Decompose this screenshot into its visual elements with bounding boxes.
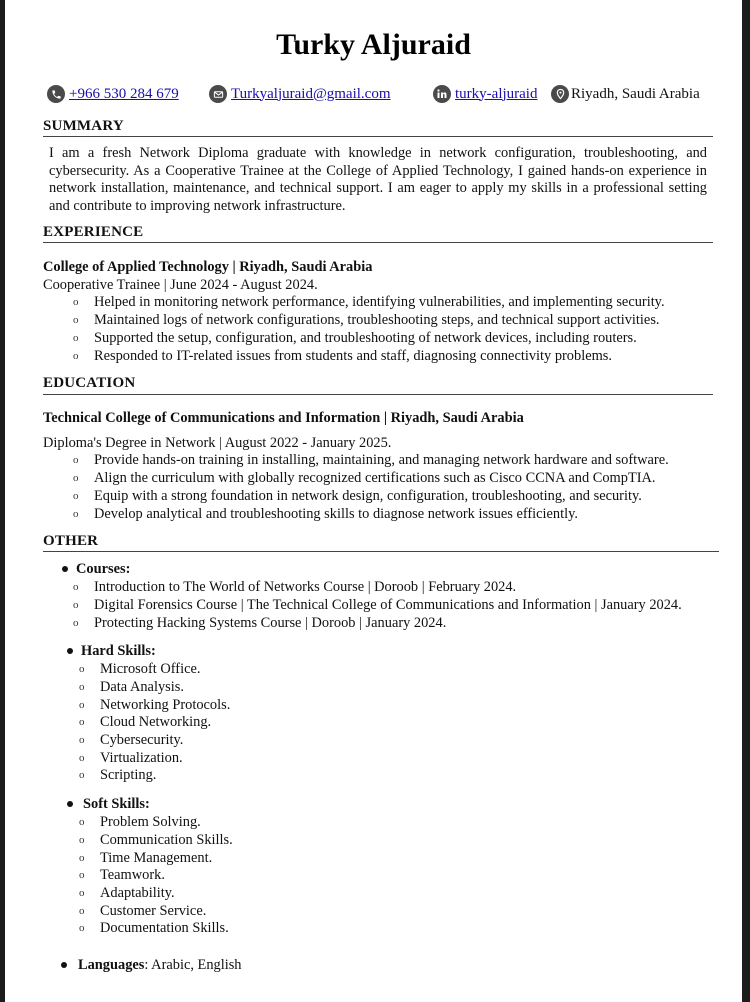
sub-bullet-icon: o — [73, 508, 79, 520]
experience-bullet: Maintained logs of network configurations, troubleshooting steps, and technical support activities. — [94, 312, 660, 328]
sub-bullet-icon: o — [73, 332, 79, 344]
linkedin-link[interactable]: turky-aljuraid — [455, 85, 538, 102]
hard-skill-item: Cybersecurity. — [100, 732, 184, 748]
education-bullet: Equip with a strong foundation in network design, configuration, troubleshooting, and security. — [94, 488, 642, 504]
sub-bullet-icon: o — [79, 716, 85, 728]
section-title-education: EDUCATION — [43, 375, 136, 391]
languages-line — [78, 956, 242, 974]
phone-link[interactable]: +966 530 284 679 — [69, 85, 179, 102]
contact-email — [209, 83, 391, 105]
soft-skill-item: Adaptability. — [100, 885, 175, 901]
sub-bullet-icon: o — [79, 734, 85, 746]
section-title-summary: SUMMARY — [43, 118, 713, 137]
education-bullet: Provide hands-on training in installing, maintaining, and managing network hardware and software. — [94, 452, 669, 468]
sub-bullet-icon: o — [73, 599, 79, 611]
section-title-other: OTHER — [43, 533, 719, 552]
hard-skill-item: Virtualization. — [100, 750, 183, 766]
sub-bullet-icon: o — [79, 816, 85, 828]
sub-bullet-icon: o — [73, 617, 79, 629]
sub-bullet-icon: o — [73, 490, 79, 502]
hard-skill-item: Networking Protocols. — [100, 697, 231, 713]
education-org: Technical College of Communications and Information | Riyadh, Saudi Arabia — [43, 410, 524, 426]
sub-bullet-icon: o — [73, 581, 79, 593]
sub-bullet-icon: o — [79, 852, 85, 864]
sub-bullet-icon: o — [73, 296, 79, 308]
sub-bullet-icon: o — [73, 454, 79, 466]
contact-location — [551, 83, 700, 105]
education-bullet: Develop analytical and troubleshooting skills to diagnose network issues efficiently. — [94, 506, 578, 522]
section-divider — [43, 394, 713, 395]
soft-skill-item: Time Management. — [100, 850, 213, 866]
email-link[interactable]: Turkyaljuraid@gmail.com — [231, 85, 391, 102]
sub-bullet-icon: o — [79, 663, 85, 675]
sub-bullet-icon: o — [79, 699, 85, 711]
section-title-experience: EXPERIENCE — [43, 224, 713, 243]
soft-skill-item: Customer Service. — [100, 903, 207, 919]
sub-bullet-icon: o — [79, 887, 85, 899]
email-icon — [209, 85, 227, 103]
sub-bullet-icon: o — [79, 834, 85, 846]
sub-bullet-icon: o — [73, 350, 79, 362]
experience-bullet: Supported the setup, configuration, and troubleshooting of network devices, including routers. — [94, 330, 637, 346]
course-item: Protecting Hacking Systems Course | Doroob | January 2024. — [94, 615, 447, 631]
sub-bullet-icon: o — [79, 905, 85, 917]
linkedin-icon — [433, 85, 451, 103]
bullet-icon — [67, 801, 73, 807]
experience-bullet: Helped in monitoring network performance, identifying vulnerabilities, and implementing security. — [94, 294, 665, 310]
summary-text: I am a fresh Network Diploma graduate with knowledge in network configuration, troubleshooting, and cybersecurity. As a Cooperative Trainee at the College of Applied Technology, I gained hands-on experience in network installation, maintenance, and technical support. I am eager to apply my skills in a professional setting and contribute to improving network infrastructure. — [49, 145, 707, 214]
phone-icon — [47, 85, 65, 103]
experience-bullet: Responded to IT-related issues from students and staff, diagnosing connectivity problems. — [94, 348, 612, 364]
course-item: Introduction to The World of Networks Course | Doroob | February 2024. — [94, 579, 517, 595]
resume-page — [5, 0, 742, 1002]
course-item: Digital Forensics Course | The Technical College of Communications and Information | January 2024. — [94, 597, 682, 613]
education-bullet: Align the curriculum with globally recognized certifications such as Cisco CCNA and CompTIA. — [94, 470, 656, 486]
languages-label: Languages — [78, 957, 145, 973]
sub-bullet-icon: o — [79, 922, 85, 934]
soft-skill-item: Teamwork. — [100, 867, 165, 883]
languages-separator: : — [144, 957, 149, 973]
education-degree: Diploma's Degree in Network | August 2022 - January 2025. — [43, 435, 392, 451]
bullet-icon — [67, 648, 73, 654]
hard-skill-item: Scripting. — [100, 767, 157, 783]
soft-skills-label: Soft Skills: — [83, 796, 150, 812]
experience-role: Cooperative Trainee | June 2024 - August 2024. — [43, 277, 318, 293]
location-text: Riyadh, Saudi Arabia — [571, 85, 700, 102]
hard-skills-label: Hard Skills: — [81, 643, 156, 659]
hard-skill-item: Cloud Networking. — [100, 714, 212, 730]
languages-value: Arabic, English — [148, 957, 242, 973]
sub-bullet-icon: o — [73, 314, 79, 326]
sub-bullet-icon: o — [79, 681, 85, 693]
experience-org: College of Applied Technology | Riyadh, Saudi Arabia — [43, 259, 373, 275]
bullet-icon — [61, 962, 67, 968]
courses-label: Courses: — [76, 561, 131, 577]
soft-skill-item: Communication Skills. — [100, 832, 233, 848]
hard-skill-item: Microsoft Office. — [100, 661, 201, 677]
sub-bullet-icon: o — [79, 769, 85, 781]
bullet-icon — [62, 566, 68, 572]
hard-skill-item: Data Analysis. — [100, 679, 184, 695]
soft-skill-item: Problem Solving. — [100, 814, 201, 830]
sub-bullet-icon: o — [73, 472, 79, 484]
contact-phone — [47, 83, 179, 105]
location-pin-icon — [551, 85, 569, 103]
soft-skill-item: Documentation Skills. — [100, 920, 229, 936]
candidate-name: Turky Aljuraid — [276, 28, 471, 61]
sub-bullet-icon: o — [79, 752, 85, 764]
sub-bullet-icon: o — [79, 869, 85, 881]
contact-linkedin — [433, 83, 537, 105]
